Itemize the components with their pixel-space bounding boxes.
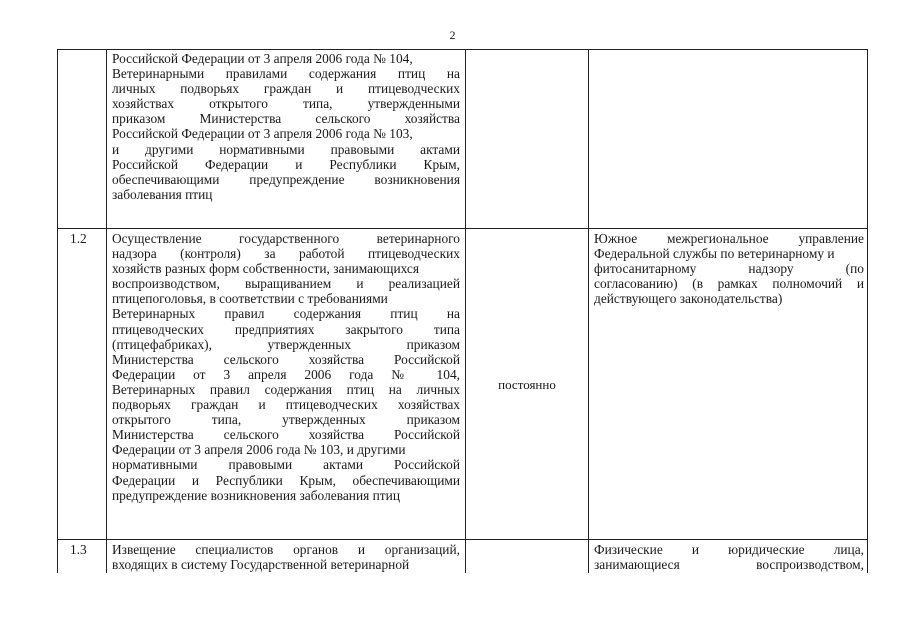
text-line: занимающиеся воспроизводством, [594, 557, 864, 573]
text-line: Российской Федерации и Республики Крым, [112, 156, 460, 172]
text-line: Министерства сельского хозяйства Российской [112, 427, 460, 443]
row-number: 1.2 [70, 231, 87, 246]
text-line: воспроизводством, выращиванием и реализацией [112, 276, 460, 292]
column-divider-number [106, 50, 107, 573]
text-line: заболевания птиц [112, 186, 213, 202]
row-2-responsible [594, 231, 864, 306]
text-line: (птицефабриках), утвержденных приказом [112, 336, 460, 352]
row-1-measure-text [112, 51, 460, 202]
text-line: надзора (контроля) за работой птицеводческих [112, 246, 460, 262]
row-2-period: постоянно [498, 377, 556, 392]
text-line: личных подворьях граждан и птицеводческих [112, 81, 460, 97]
text-line: нормативными правовыми актами Российской [112, 457, 460, 473]
text-line: хозяйствах открытого типа, утвержденными [112, 96, 460, 112]
text-line: Ветеринарных правил содержания птиц на личных [112, 381, 460, 397]
text-line: Осуществление государственного ветеринарного [112, 231, 460, 246]
text-line: обеспечивающими предупреждение возникновения [112, 171, 460, 187]
row-3-responsible [594, 542, 864, 572]
text-line: действующего законодательства) [594, 291, 783, 307]
text-line: согласованию) (в рамках полномочий и [594, 276, 864, 292]
text-line: входящих в систему Государственной ветеринарной [112, 557, 410, 573]
text-line: открытого типа, утвержденных приказом [112, 412, 460, 428]
column-divider-text [465, 50, 466, 573]
text-line: Федерации и Республики Крым, обеспечивающими [112, 472, 460, 488]
row-2-measure-text [112, 231, 460, 503]
text-line: предупреждение возникновения заболевания птиц [112, 487, 400, 503]
text-line: птицеводческих предприятиях закрытого типа [112, 321, 460, 337]
text-line: Федеральной службы по ветеринарному и [594, 246, 835, 262]
text-line: птицепоголовья, в соответствии с требованиями [112, 291, 388, 307]
page-number: 2 [449, 28, 456, 42]
text-line: приказом Министерства сельского хозяйства [112, 111, 460, 127]
row-3-measure-text [112, 542, 460, 572]
text-line: хозяйств разных форм собственности, занимающихся [112, 261, 420, 277]
text-line: Южное межрегиональное управление [594, 231, 864, 246]
text-line: Федерации от 3 апреля 2006 года № 104, [112, 366, 460, 382]
row-number: 1.3 [70, 542, 87, 557]
column-divider-period [588, 50, 589, 573]
text-line: фитосанитарному надзору (по [594, 261, 864, 277]
text-line: Извещение специалистов органов и организаций, [112, 542, 460, 557]
text-line: подворьях граждан и птицеводческих хозяйствах [112, 397, 460, 413]
text-line: Министерства сельского хозяйства Российской [112, 351, 460, 367]
text-line: Российской Федерации от 3 апреля 2006 года № 104, [112, 51, 413, 66]
text-line: Ветеринарных правил содержания птиц на [112, 306, 460, 322]
text-line: и другими нормативными правовыми актами [112, 141, 460, 157]
row-divider [58, 228, 867, 229]
row-divider [58, 539, 867, 540]
text-line: Физические и юридические лица, [594, 542, 864, 557]
text-line: Федерации от 3 апреля 2006 года № 103, и другими [112, 442, 406, 458]
text-line: Российской Федерации от 3 апреля 2006 года № 103, [112, 126, 413, 142]
measures-table [57, 49, 868, 573]
text-line: Ветеринарными правилами содержания птиц на [112, 66, 460, 82]
